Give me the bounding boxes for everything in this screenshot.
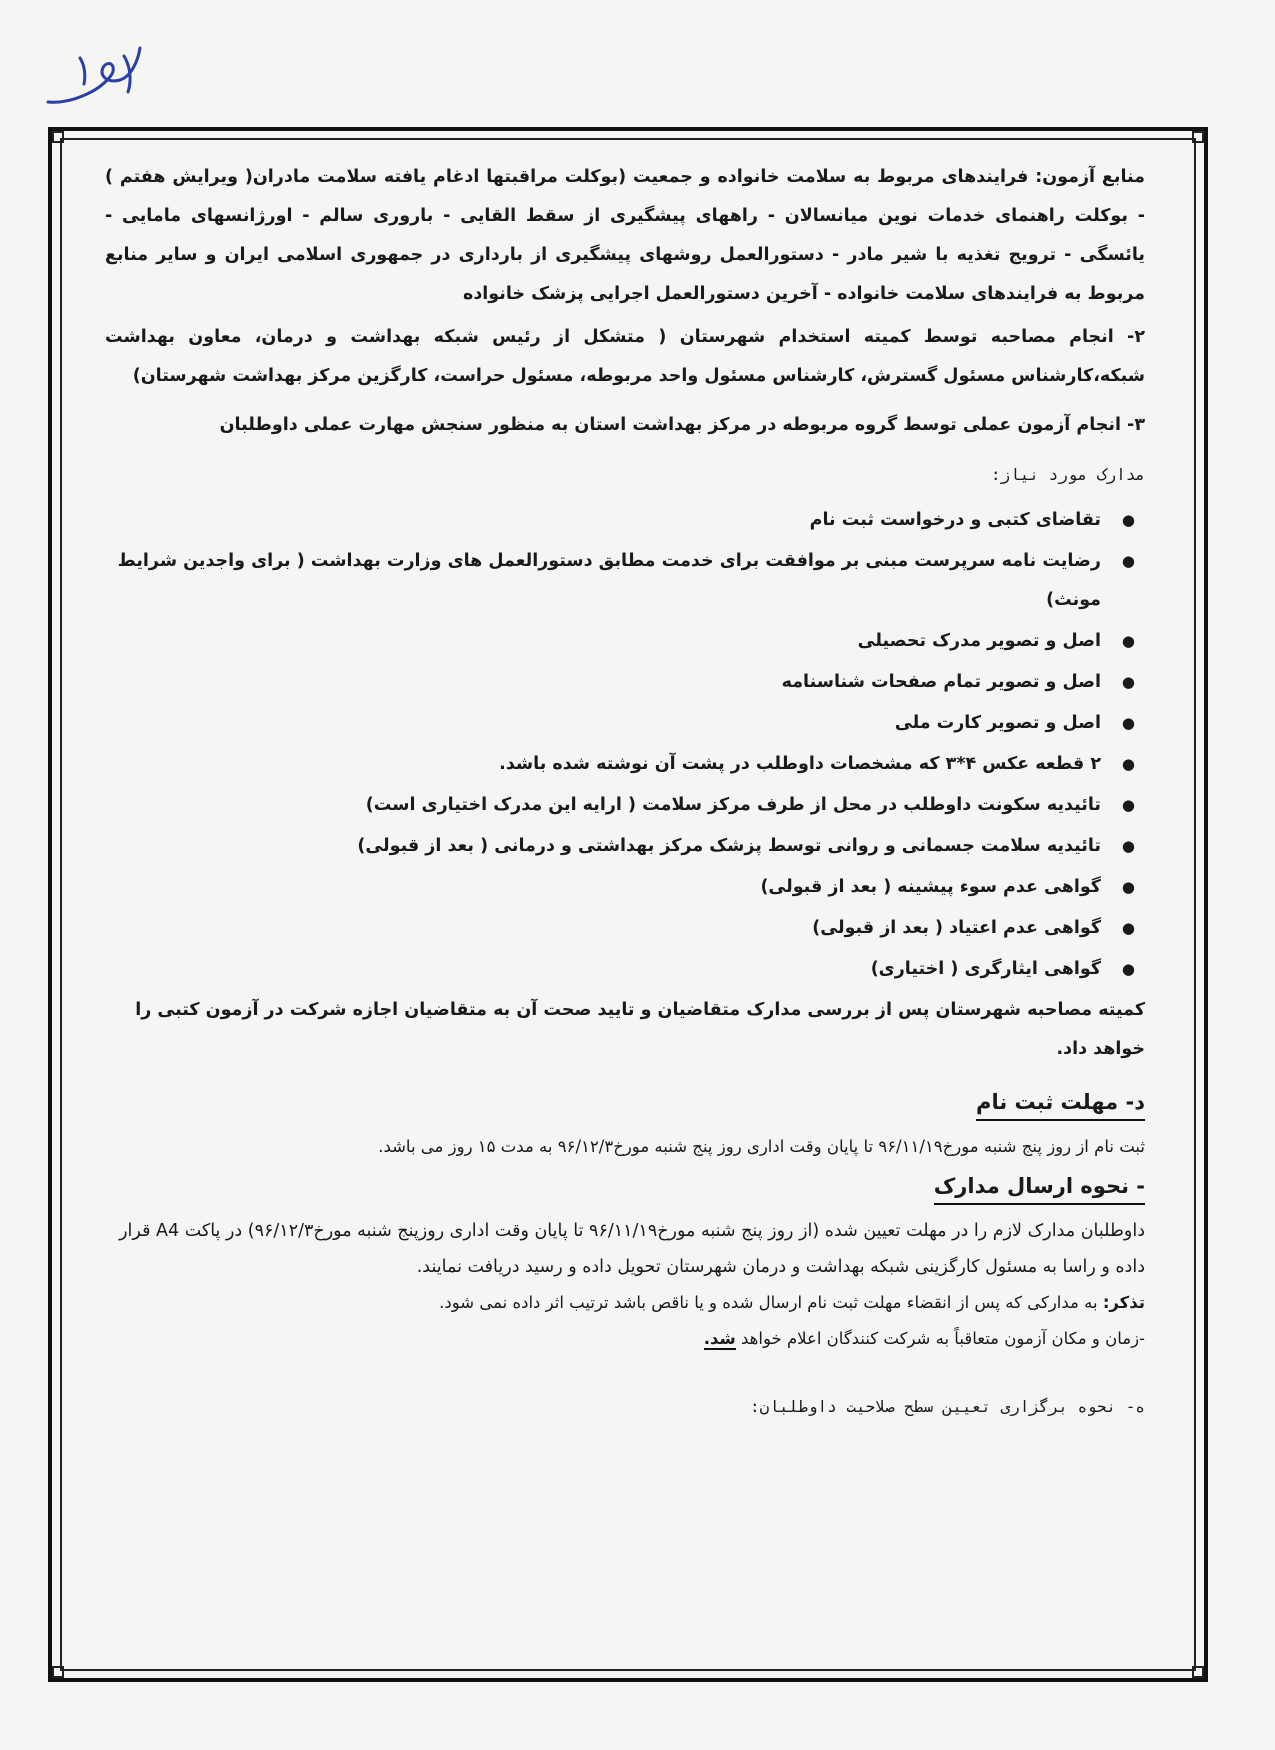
warning-text: به مدارکی که پس از انقضاء مهلت ثبت نام ارسال شده و یا ناقص باشد ترتیب اثر داده نمی شود. [439,1293,1103,1312]
committee-note: کمیته مصاحبه شهرستان پس از بررسی مدارک متقاضیان و تایید صحت آن به متقاضیان اجازه شرکت در آزمون کتبی را خواهد داد. [135,1000,1145,1059]
frame-corner-top-left [52,131,64,143]
document-body [105,158,1145,1433]
bullet-icon: ● [1121,511,1135,529]
bullet-icon: ● [1121,960,1135,978]
sending-section [105,1165,1145,1357]
bullet-icon: ● [1121,673,1135,691]
bullet-icon: ● [1121,878,1135,896]
required-docs-label: مدارک مورد نیاز: [990,465,1145,484]
bullet-icon: ● [1121,552,1135,570]
list-item: ● اصل و تصویر مدرک تحصیلی [105,622,1145,661]
bullet-icon: ● [1121,919,1135,937]
bullet-icon: ● [1121,714,1135,732]
registration-section [105,1081,1145,1165]
list-item: ● گواهی عدم اعتیاد ( بعد از قبولی) [105,909,1145,948]
list-item: ● گواهی عدم سوء پیشینه ( بعد از قبولی) [105,868,1145,907]
warning-label: تذکر: [1102,1293,1145,1312]
sending-text: داوطلبان مدارک لازم را در مهلت تعیین شده (از روز پنج شنبه مورخ۹۶/۱۱/۱۹ تا پایان وقت اداری روزپنج شنبه مورخ۹۶/۱۲/۳) در پاکت A4 قرار داده و راسا به مسئول کارگزینی شبکه بهداشت و درمان شهرستان تحویل داده و رسید دریافت نمایند. [119,1221,1145,1277]
list-item: ● رضایت نامه سرپرست مبنی بر موافقت برای خدمت مطابق دستورالعمل های وزارت بهداشت ( برای واجدین شرایط مونث) [105,542,1145,620]
bullet-icon: ● [1121,837,1135,855]
exam-time-text: -زمان و مکان آزمون متعاقباً به شرکت کنندگان اعلام خواهد [735,1329,1145,1348]
bullet-icon: ● [1121,632,1135,650]
registration-title: د- مهلت ثبت نام [976,1085,1145,1121]
list-item: ● اصل و تصویر تمام صفحات شناسنامه [105,663,1145,702]
list-item: ● ۲ قطعه عکس ۴*۳ که مشخصات داوطلب در پشت آن نوشته شده باشد. [105,745,1145,784]
bullet-icon: ● [1121,796,1135,814]
frame-corner-bottom-left [52,1666,64,1678]
list-item: ● اصل و تصویر کارت ملی [105,704,1145,743]
section-spacer [105,1357,1145,1387]
practical-exam-paragraph: ۳- انجام آزمون عملی توسط گروه مربوطه در مرکز بهداشت استان به منظور سنجش مهارت عملی داوطلبان [219,415,1145,435]
warning-note [105,1285,1145,1321]
exam-time-note [105,1321,1145,1357]
list-item: ● تقاضای کتبی و درخواست ثبت نام [105,501,1145,540]
handwritten-page-number [40,40,150,115]
frame-corner-bottom-right [1192,1666,1204,1678]
interview-paragraph: ۲- انجام مصاحبه توسط کمیته استخدام شهرستان ( متشکل از رئیس شبکه بهداشت و درمان، معاون بهداشت شبکه،کارشناس مسئول گسترش، کارشناس مسئول واحد مربوطه، مسئول حراست، کارگزین مرکز بهداشت شهرستان) [105,327,1145,386]
list-item: ● تائیدیه سکونت داوطلب در محل از طرف مرکز سلامت ( ارایه این مدرک اختیاری است) [105,786,1145,825]
sending-title: - نحوه ارسال مدارک [934,1169,1145,1205]
exam-time-emphasis: شد. [703,1329,736,1348]
list-item: ● تائیدیه سلامت جسمانی و روانی توسط پزشک مرکز بهداشتی و درمانی ( بعد از قبولی) [105,827,1145,866]
registration-text: ثبت نام از روز پنج شنبه مورخ۹۶/۱۱/۱۹ تا پایان وقت اداری روز پنج شنبه مورخ۹۶/۱۲/۳ به مدت ۱۵ روز می باشد. [378,1137,1145,1156]
required-docs-list [105,501,1145,989]
frame-corner-top-right [1192,131,1204,143]
bullet-icon: ● [1121,755,1135,773]
determination-heading: ه- نحوه برگزاری تعیین سطح صلاحیت داوطلبان: [750,1397,1145,1416]
exam-sources-paragraph: منابع آزمون: فرایندهای مربوط به سلامت خانواده و جمعیت (بوکلت مراقبتها ادغام یافته سلامت مادران( ویرایش هفتم ) - بوکلت راهنمای خدمات نوین میانسالان - راههای پیشگیری از سقط القایی - باروری سالم - اورژانسهای مامایی - یائسگی - ترویج تغذیه با شیر مادر - دستورالعمل روشهای پیشگیری از بارداری در جمهوری اسلامی ایران و سایر منابع مربوط به فرایندهای سلامت خانواده - آخرین دستورالعمل اجرایی پزشک خانواده [105,167,1145,304]
list-item: ● گواهی ایثارگری ( اختیاری) [105,950,1145,989]
